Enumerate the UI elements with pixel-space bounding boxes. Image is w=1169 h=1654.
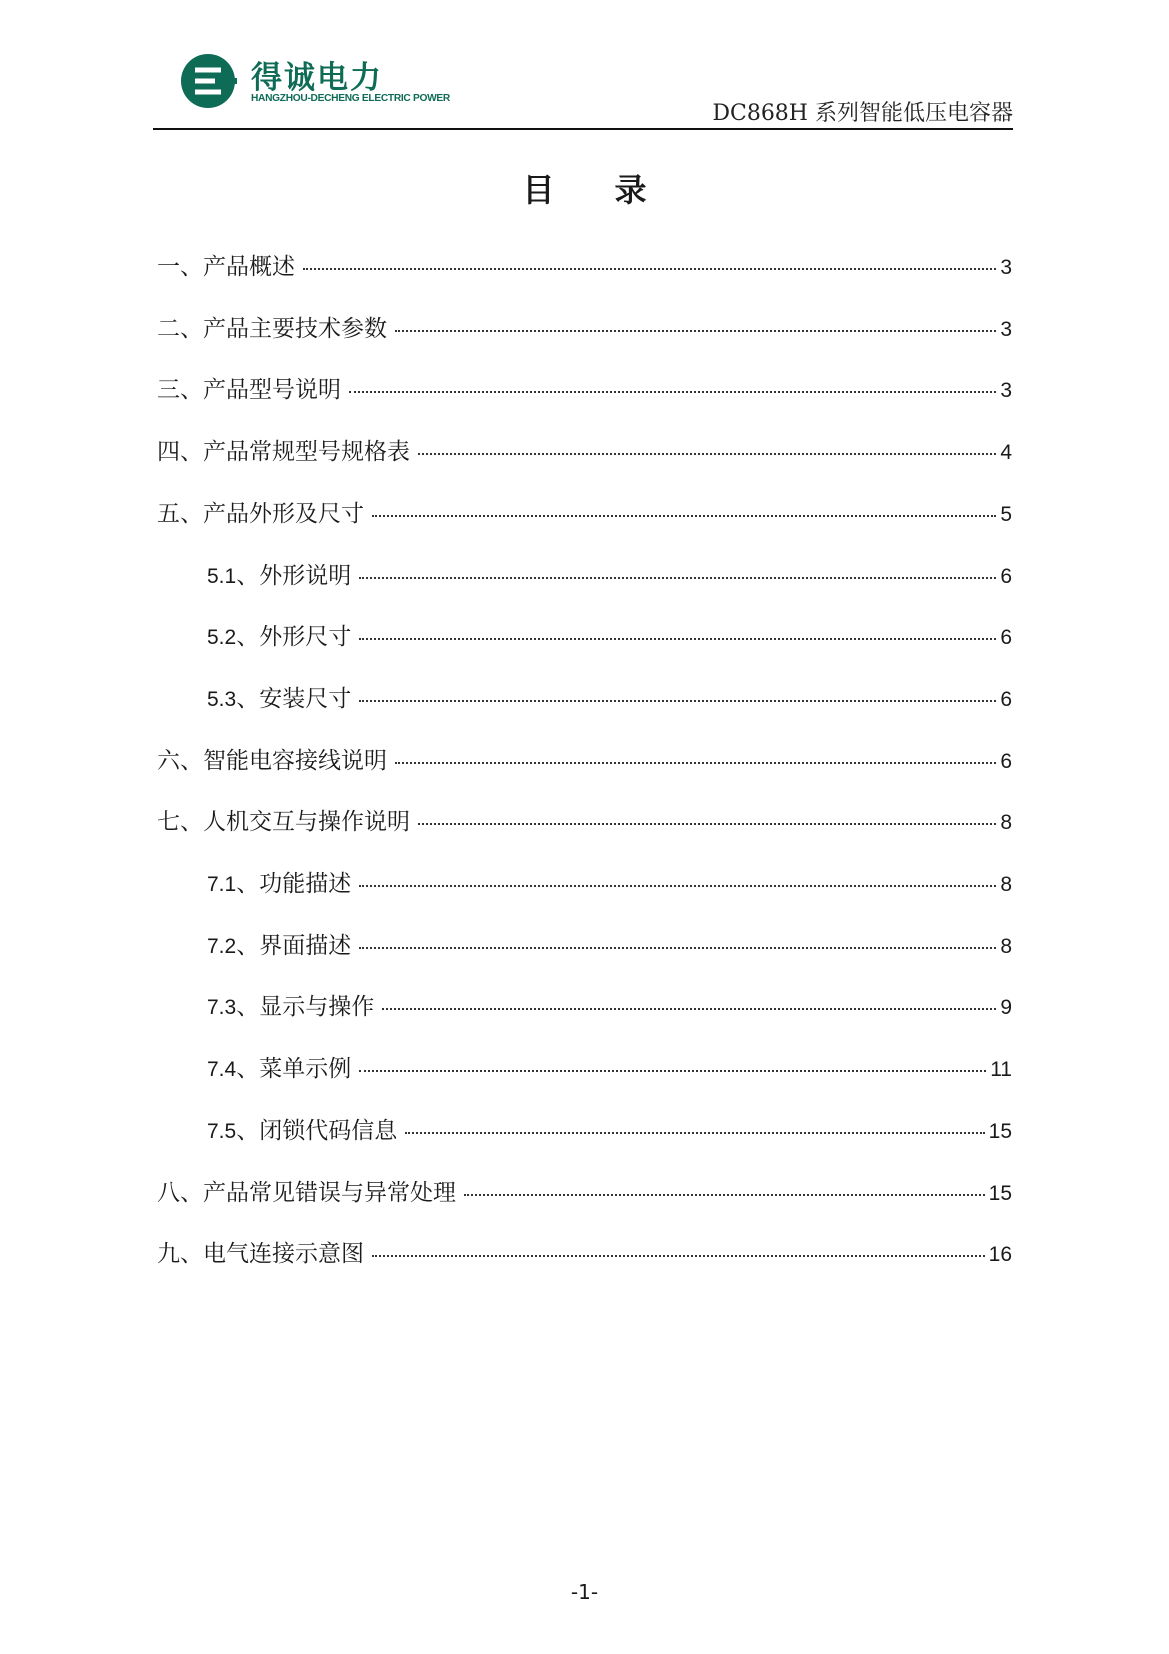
- toc-dot-leader: [359, 577, 996, 579]
- toc-entry-label: [207, 927, 355, 960]
- toc-entry[interactable]: [157, 310, 1012, 340]
- toc-entry-number: 7.4: [207, 1058, 237, 1082]
- toc-entry[interactable]: [207, 557, 1012, 587]
- toc-entry-page: 16: [988, 1243, 1012, 1267]
- toc-entry-number: 7.1: [207, 873, 237, 896]
- toc-entry-label: 七、人机交互与操作说明: [157, 809, 410, 836]
- toc-entry-label: 八、产品常见错误与异常处理: [157, 1179, 456, 1206]
- toc-entry-number: 7.5: [207, 1119, 237, 1143]
- header-divider: [153, 128, 1013, 130]
- toc-entry-page: 6: [1000, 626, 1012, 650]
- toc-entry-page: 8: [1000, 873, 1012, 896]
- toc-entry-text: 、界面描述: [236, 932, 352, 959]
- toc-entry-page: 3: [1000, 379, 1012, 403]
- toc-entry[interactable]: [207, 680, 1012, 710]
- toc-dot-leader: [359, 638, 996, 640]
- toc-entry[interactable]: [157, 433, 1012, 466]
- toc-heading: [0, 165, 1169, 211]
- toc-entry-page: 8: [1000, 811, 1012, 835]
- toc-dot-leader: [372, 1255, 985, 1257]
- toc-entry-label: 九、电气连接示意图: [157, 1241, 364, 1268]
- toc-entry-text: 、显示与操作: [236, 994, 375, 1021]
- toc-entry-text: 、菜单示例: [236, 1056, 352, 1083]
- toc-entry[interactable]: [157, 248, 1012, 278]
- toc-entry-label: 五、产品外形及尺寸: [157, 500, 364, 527]
- toc-entry-label: [207, 988, 378, 1021]
- toc-entry-page: 9: [1000, 996, 1012, 1020]
- toc-entry[interactable]: [207, 988, 1012, 1021]
- toc-entry-label: 一、产品概述: [157, 254, 295, 280]
- logo-english-text: HANGZHOU-DECHENG ELECTRIC POWER: [251, 93, 450, 104]
- toc-entry-page: 8: [1000, 934, 1012, 958]
- toc-entry-label: [207, 1112, 401, 1145]
- toc-dot-leader: [359, 947, 996, 949]
- toc-heading-char-1: 目: [522, 171, 555, 209]
- toc-entry-page: 15: [988, 1119, 1012, 1143]
- toc-entry[interactable]: [157, 1235, 1012, 1268]
- page-header: [153, 40, 1013, 132]
- toc-entry[interactable]: [157, 742, 1012, 772]
- toc-entry-page: 15: [988, 1181, 1012, 1205]
- toc-entry[interactable]: [207, 1112, 1012, 1142]
- toc-dot-leader: [349, 391, 996, 393]
- toc-entry-text: 、外形尺寸: [236, 624, 352, 651]
- toc-entry-label: [207, 865, 355, 898]
- toc-entry[interactable]: [207, 1050, 1012, 1083]
- toc-entry-page: 5: [1000, 502, 1012, 526]
- logo-mark-icon: [181, 52, 239, 110]
- toc-dot-leader: [303, 268, 996, 270]
- toc-entry-page: 6: [1000, 749, 1012, 773]
- toc-entry-text: 、功能描述: [236, 871, 352, 897]
- toc-dot-leader: [418, 453, 996, 455]
- toc-dot-leader: [395, 330, 996, 332]
- toc-entry-number: 5.3: [207, 687, 237, 711]
- toc-entry-number: 7.3: [207, 996, 237, 1020]
- toc-entry[interactable]: [207, 927, 1012, 957]
- toc-dot-leader: [395, 762, 996, 764]
- toc-dot-leader: [359, 885, 996, 887]
- toc-entry-label: 六、智能电容接线说明: [157, 747, 387, 774]
- toc-entry-label: 四、产品常规型号规格表: [157, 439, 410, 466]
- toc-entry-page: 6: [1000, 564, 1012, 588]
- toc-entry[interactable]: [207, 865, 1012, 895]
- toc-entry-label: 三、产品型号说明: [157, 377, 341, 404]
- toc-entry-page: 3: [1000, 317, 1012, 341]
- toc-dot-leader: [418, 823, 996, 825]
- toc-entry-number: 7.2: [207, 934, 237, 958]
- toc-entry-text: 、外形说明: [236, 562, 352, 589]
- toc-entry-page: 3: [1000, 256, 1012, 279]
- toc-dot-leader: [359, 700, 996, 702]
- toc-dot-leader: [382, 1008, 996, 1010]
- toc-entry-text: 、安装尺寸: [236, 685, 352, 712]
- toc-entry-label: 二、产品主要技术参数: [157, 315, 387, 342]
- toc-dot-leader: [464, 1194, 985, 1196]
- toc-entry-label: [207, 1050, 355, 1083]
- toc-entry-label: [207, 557, 355, 590]
- toc-entry-number: 5.2: [207, 626, 237, 650]
- toc-entry-page: 11: [990, 1058, 1012, 1082]
- toc-entry[interactable]: [157, 371, 1012, 404]
- toc-entry-page: 4: [1000, 441, 1012, 465]
- company-logo: [181, 52, 450, 112]
- document-title: DC868H 系列智能低压电容器: [712, 101, 1013, 126]
- toc-dot-leader: [372, 515, 996, 517]
- toc-entry[interactable]: [207, 618, 1012, 651]
- page-number: -1-: [570, 1580, 599, 1604]
- toc-dot-leader: [405, 1132, 984, 1134]
- toc-entry-page: 6: [1000, 687, 1012, 711]
- toc-entry-text: 、闭锁代码信息: [236, 1117, 398, 1144]
- toc-entry[interactable]: [157, 1174, 1012, 1204]
- toc-entry-number: 5.1: [207, 564, 237, 588]
- toc-entry-label: [207, 618, 355, 651]
- logo-chinese-text: 得诚电力: [251, 60, 383, 96]
- toc-dot-leader: [359, 1070, 986, 1072]
- toc-entry[interactable]: [157, 803, 1012, 836]
- toc-entry[interactable]: [157, 495, 1012, 525]
- toc-heading-char-2: 录: [614, 171, 647, 209]
- toc-entry-label: [207, 680, 355, 713]
